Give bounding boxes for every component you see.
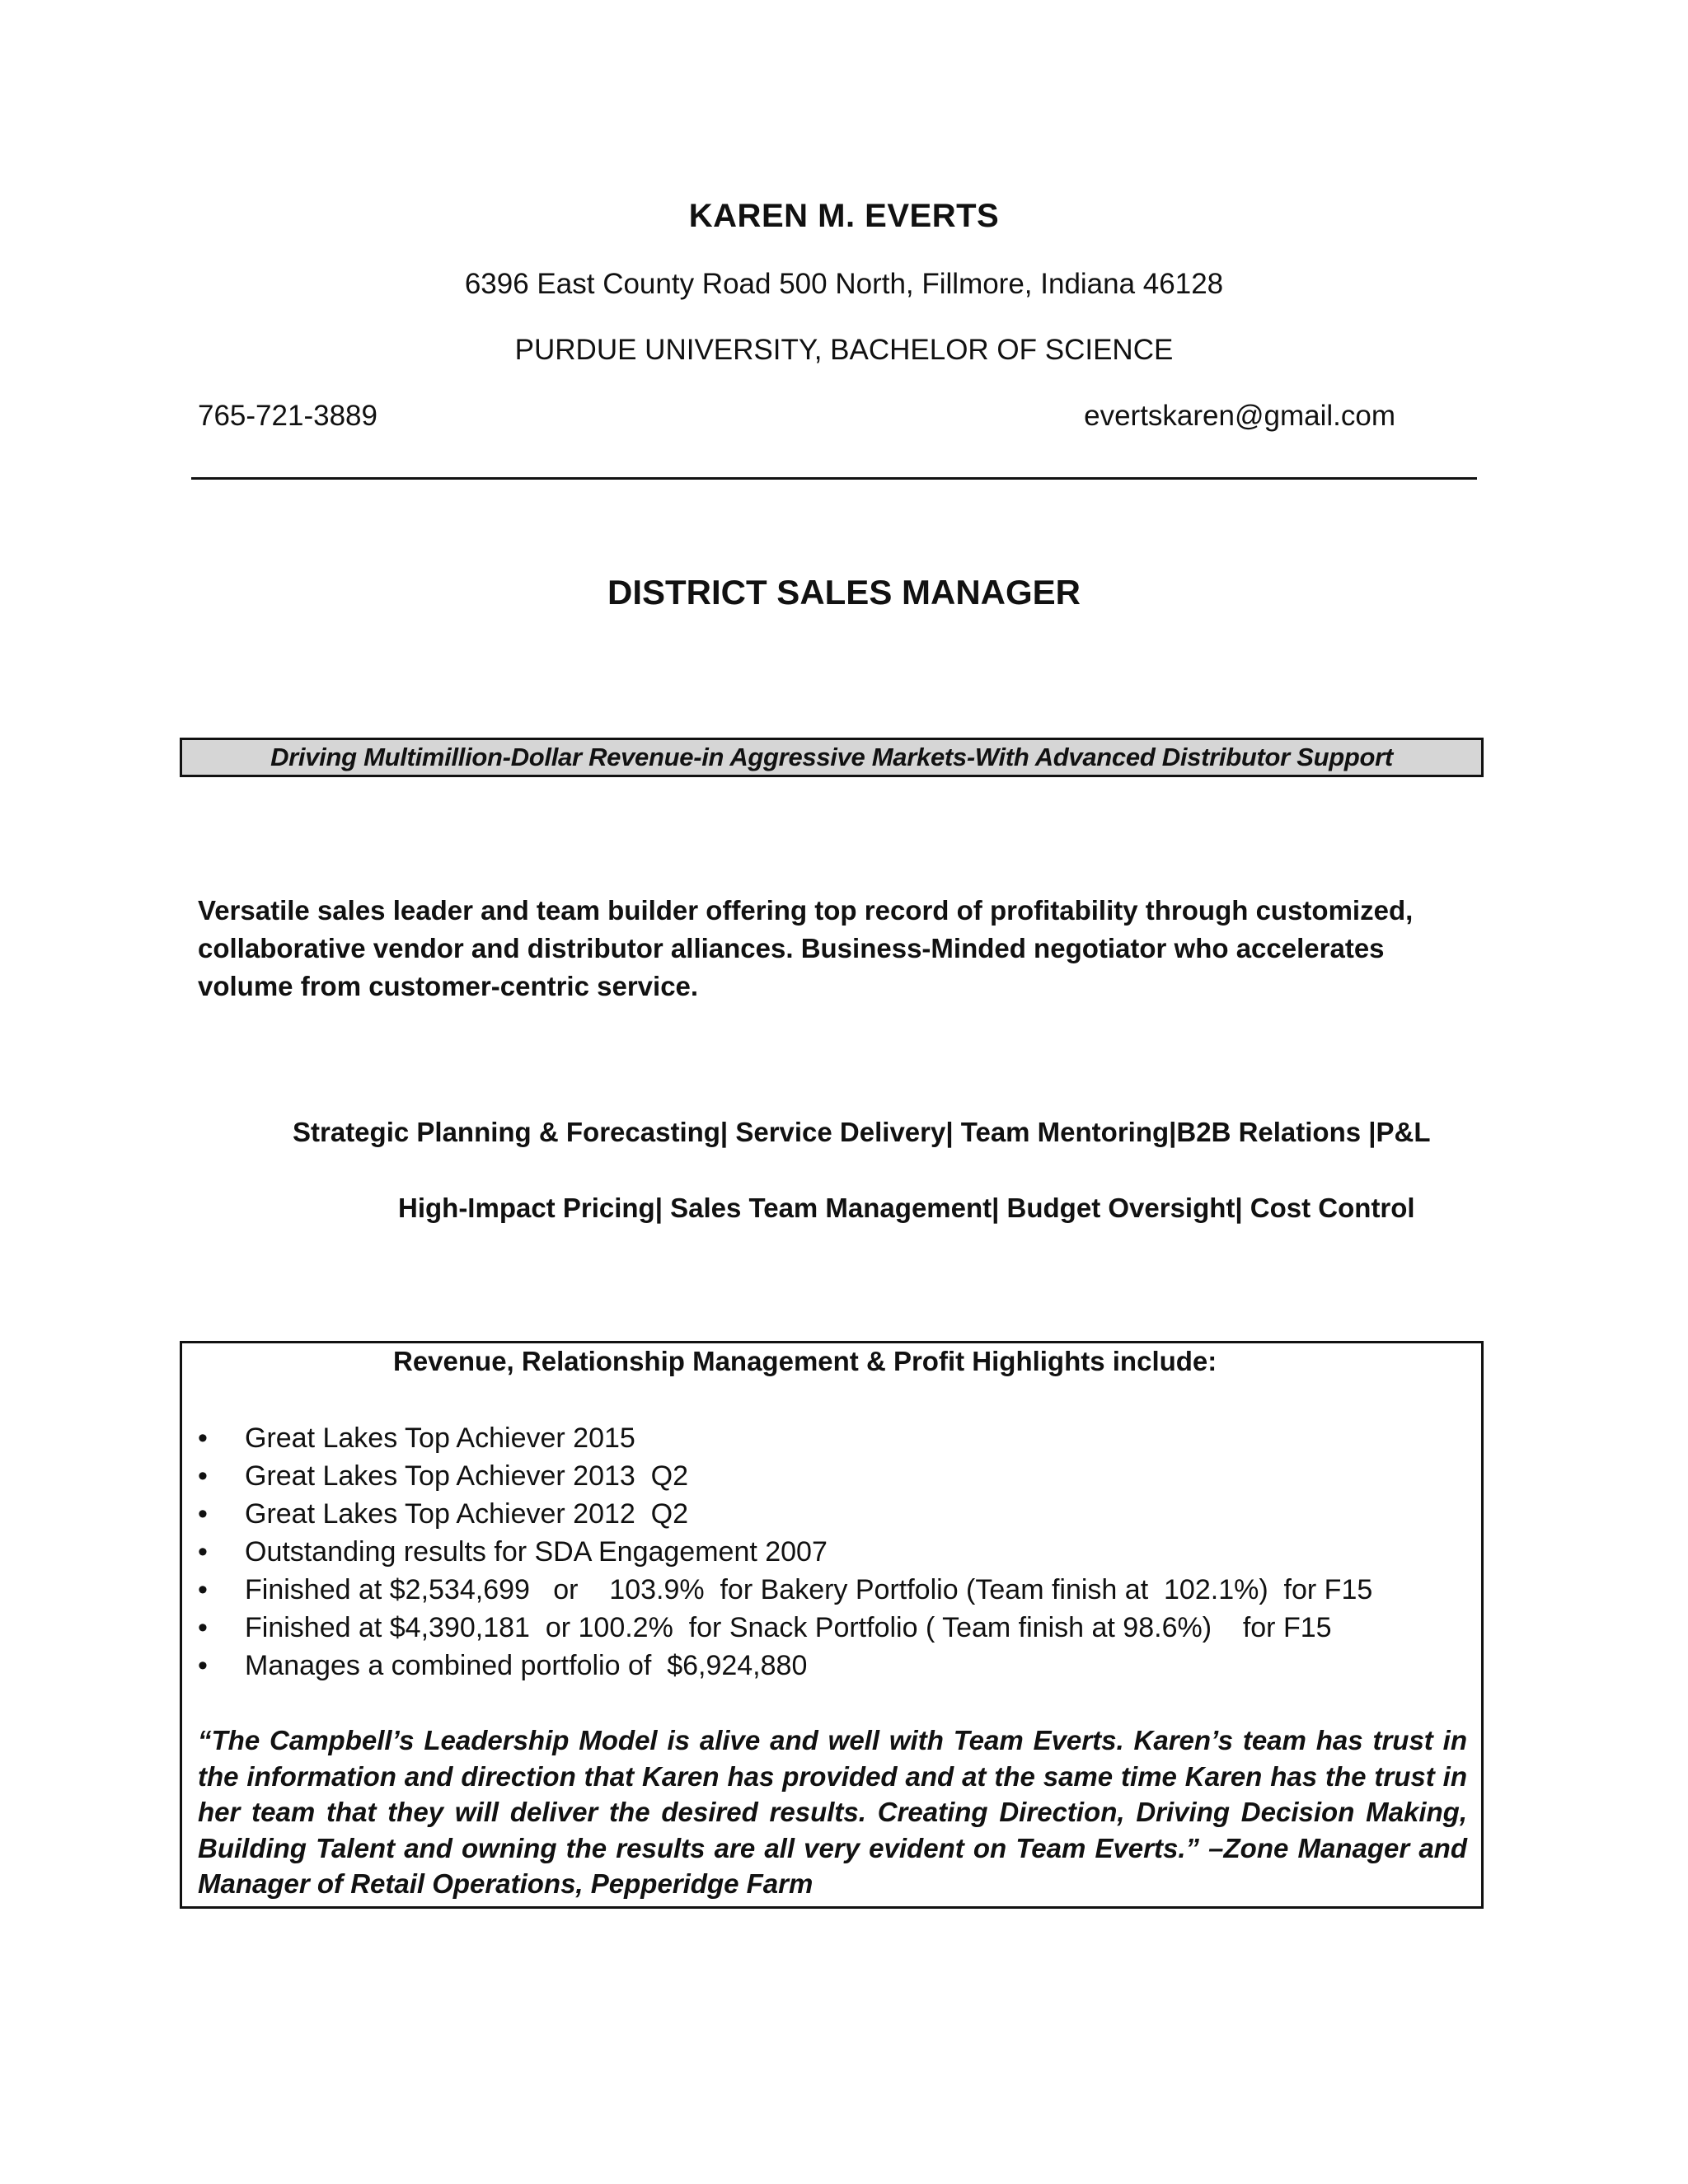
job-title: DISTRICT SALES MANAGER xyxy=(607,573,1081,612)
testimonial-quote: “The Campbell’s Leadership Model is alive and well with Team Everts. Karen’s team has trust in the information and direction that Karen has provided and at the same time Karen has the trust in her team that they will deliver the desired results. Creating Direction, Driving Decision Making, Building Talent and owning the results are all very evident on Team Everts.” –Zone Manager and Manager of Retail Operations, Pepperidge Farm xyxy=(198,1725,1467,1899)
skills-line-1: Strategic Planning & Forecasting| Service Delivery| Team Mentoring|B2B Relations |P&L xyxy=(293,1117,1431,1147)
list-item: • Outstanding results for SDA Engagement 2007 xyxy=(198,1533,1372,1571)
mailing-address: 6396 East County Road 500 North, Fillmore, Indiana 46128 xyxy=(464,268,1224,300)
tagline-banner: Driving Multimillion-Dollar Revenue-in Aggressive Markets-With Advanced Distributor Support xyxy=(180,738,1484,777)
skills-line-2: High-Impact Pricing| Sales Team Management| Budget Oversight| Cost Control xyxy=(398,1193,1415,1223)
list-item: • Great Lakes Top Achiever 2012 Q2 xyxy=(198,1495,1372,1533)
list-item: • Great Lakes Top Achiever 2015 xyxy=(198,1419,1372,1457)
email-address: evertskaren@gmail.com xyxy=(1084,400,1395,432)
candidate-name: KAREN M. EVERTS xyxy=(688,198,1000,234)
highlights-list xyxy=(198,1419,1372,1685)
professional-summary: Versatile sales leader and team builder offering top record of profitability through customized, collaborative vendor and distributor alliances. Business-Minded negotiator who accelerates volume from customer-centric service. xyxy=(198,895,1414,1001)
list-item: • Finished at $2,534,699 or 103.9% for Bakery Portfolio (Team finish at 102.1%) for F15 xyxy=(198,1571,1372,1609)
list-item: • Manages a combined portfolio of $6,924,880 xyxy=(198,1647,1372,1685)
highlights-heading: Revenue, Relationship Management & Profit Highlights include: xyxy=(393,1346,1217,1376)
header-divider xyxy=(191,477,1477,480)
education-line: PURDUE UNIVERSITY, BACHELOR OF SCIENCE xyxy=(514,334,1174,366)
phone-number: 765-721-3889 xyxy=(198,400,377,432)
list-item: • Great Lakes Top Achiever 2013 Q2 xyxy=(198,1457,1372,1495)
list-item: • Finished at $4,390,181 or 100.2% for Snack Portfolio ( Team finish at 98.6%) for F15 xyxy=(198,1609,1372,1647)
